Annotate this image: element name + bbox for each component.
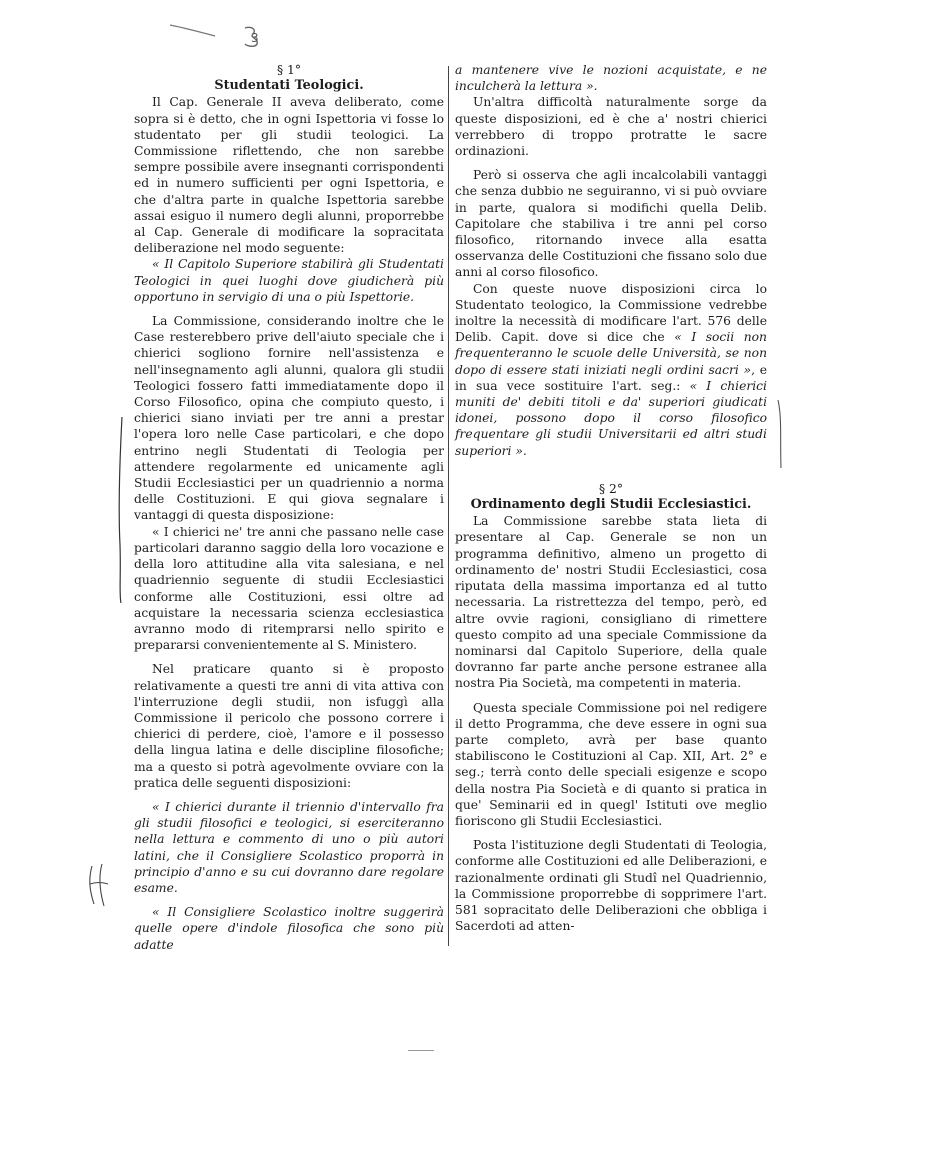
margin-bracket-right [772,398,788,470]
paragraph: Però si osserva che agli incalcolabili vantaggi che senza dubbio ne seguiranno, vi si può ovviare in parte, qualora si modifichi quella Delib. Capitolare che stabiliva i tre anni pel corso filosofico, ritornando invece alla esatta osservanza delle Costituzioni che fissano solo due anni al corso filosofico. [455,168,767,280]
quote-inline: « I chierici muniti de' debiti titoli e da' superiori giudicati idonei, possono dopo il corso filosofico frequentare gli studii Universitarii ed altri studi superiori ». [455,378,767,458]
text-run: , e in sua vece sostituire l'art. seg.: [455,362,767,393]
section-title-2: Ordinamento degli Studii Ecclesiastici. [470,497,752,513]
quote: « I chierici durante il triennio d'intervallo fra gli studii filosofici e teologici, si eserciteranno nella lettura e commento di uno o più autori latini, che il Consigliere Scolastico proporrà in principio d'anno e su cui dovranno dare regolare esame. [134,799,444,895]
column-divider [448,66,449,946]
paragraph: La Commissione, considerando inoltre che le Case resterebbero prive dell'aiuto speciale che i chierici sogliono fornire nell'assistenza e nell'insegnamento agli alunni, qualora gli studii Teologici fossero fatti immediatamente dopo il Corso Filosofico, opina che compiuto questo, i chierici siano inviati per tre anni a prestar l'opera loro nelle Case particolari, e che dopo entrino negli Studentati di Teologia per attendere regolarmente ed unicamente agli Studii Ecclesiastici per un quadriennio a norma delle Costituzioni. E qui giova segnalare i vantaggi di questa disposizione: [134,314,444,523]
bottom-mark [408,1050,434,1051]
quote: « Il Consigliere Scolastico inoltre suggerirà quelle opere d'indole filosofica che sono più adatte [134,905,444,952]
section-title-1: Studentati Teologici. [214,78,364,94]
margin-scribble [84,862,114,908]
left-column [134,62,444,953]
quote-inline: « I socii non frequenteranno le scuole delle Università, se non dopo di essere stati iniziati negli ordini sacri » [455,330,767,377]
section-number-2: § 2° [598,481,624,496]
paragraph: Il Cap. Generale II aveva deliberato, come sopra si è detto, che in ogni Ispettoria vi fosse lo studentato per gli studii teologici. La Commissione riflettendo, che non sarebbe sempre possibile avere insegnanti corrispondenti ed in numero sufficienti per ogni Ispettoria, e che d'altra parte in qualche Ispettoria sarebbe assai esiguo il numero degli alunni, proporrebbe al Cap. Generale di modificare la sopracitata deliberazione nel modo seguente: [134,95,444,256]
paragraph: Questa speciale Commissione poi nel redigere il detto Programma, che deve essere in ogni sua parte completo, avrà per base quanto stabiliscono le Costituzioni al Cap. XII, Art. 2° e seg.; terrà conto delle speciali esigenze e scopo della nostra Pia Società e di quanto si pratica in que' Seminarii ed in quegl' Istituti ove meglio fioriscono gli Studii Ecclesiastici. [455,700,767,828]
paragraph: Un'altra difficoltà naturalmente sorge da queste disposizioni, ed è che a' nostri chierici verrebbero di troppo protratte le sacre ordinazioni. [455,95,767,159]
quote: « Il Capitolo Superiore stabilirà gli Studentati Teologici in quei luoghi dove giudicherà più opportuno in servigio di una o più Ispettorie. [134,257,444,304]
quote-continuation: a mantenere vive le nozioni acquistate, e ne inculcherà la lettura ». [455,63,767,94]
paragraph: Posta l'istituzione degli Studentati di Teologia, conforme alle Costituzioni ed alle Deliberazioni, e razionalmente ordinati gli Studî nel Quadriennio, la Commissione proporrebbe di sopprimere l'art. 581 sopracitato delle Deliberazioni che obbliga i Sacerdoti ad atten- [455,838,767,934]
pencil-scribble [165,20,275,50]
quote: « I chierici ne' tre anni che passano nelle case particolari daranno saggio della loro vocazione e della loro attitudine alla vita salesiana, e nel quadriennio seguente di studii Ecclesiastici conforme alle Costituzioni, essi oltre ad acquistare la necessaria scienza ecclesiastica avranno modo di ritemprarsi nello spirito e prepararsi convenientemente al S. Ministero. [134,524,444,653]
top-pencil-number: 3 [251,31,259,45]
paragraph: La Commissione sarebbe stata lieta di presentare al Cap. Generale se non un programma definitivo, almeno un progetto di ordinamento de' nostri Studii Ecclesiastici, cosa riputata della massima importanza ed al tutto necessaria. La ristrettezza del tempo, però, ed altre ovvie ragioni, consigliano di rimettere questo compito ad una speciale Commissione da nominarsi dal Capitolo Superiore, della quale dovranno far parte anche persone estranee alla nostra Pia Società, ma competenti in materia. [455,514,767,691]
paragraph [455,281,767,459]
section-number-1: § 1° [276,63,302,77]
margin-bracket-left [110,415,130,605]
right-column [455,62,767,934]
paragraph: Nel praticare quanto si è proposto relativamente a questi tre anni di vita attiva con l'interruzione degli studii, non isfuggì alla Commissione il pericolo che possono correre i chierici di perdere, cioè, l'amore e il possesso della lingua latina e delle discipline filosofiche; ma a questo si potrà agevolmente ovviare con la pratica delle seguenti disposizioni: [134,662,444,790]
text-run: Con queste nuove disposizioni circa lo Studentato teologico, la Commissione vedrebbe inoltre la necessità di modificare l'art. 576 delle Delib. Capit. dove si dice che [455,281,767,345]
